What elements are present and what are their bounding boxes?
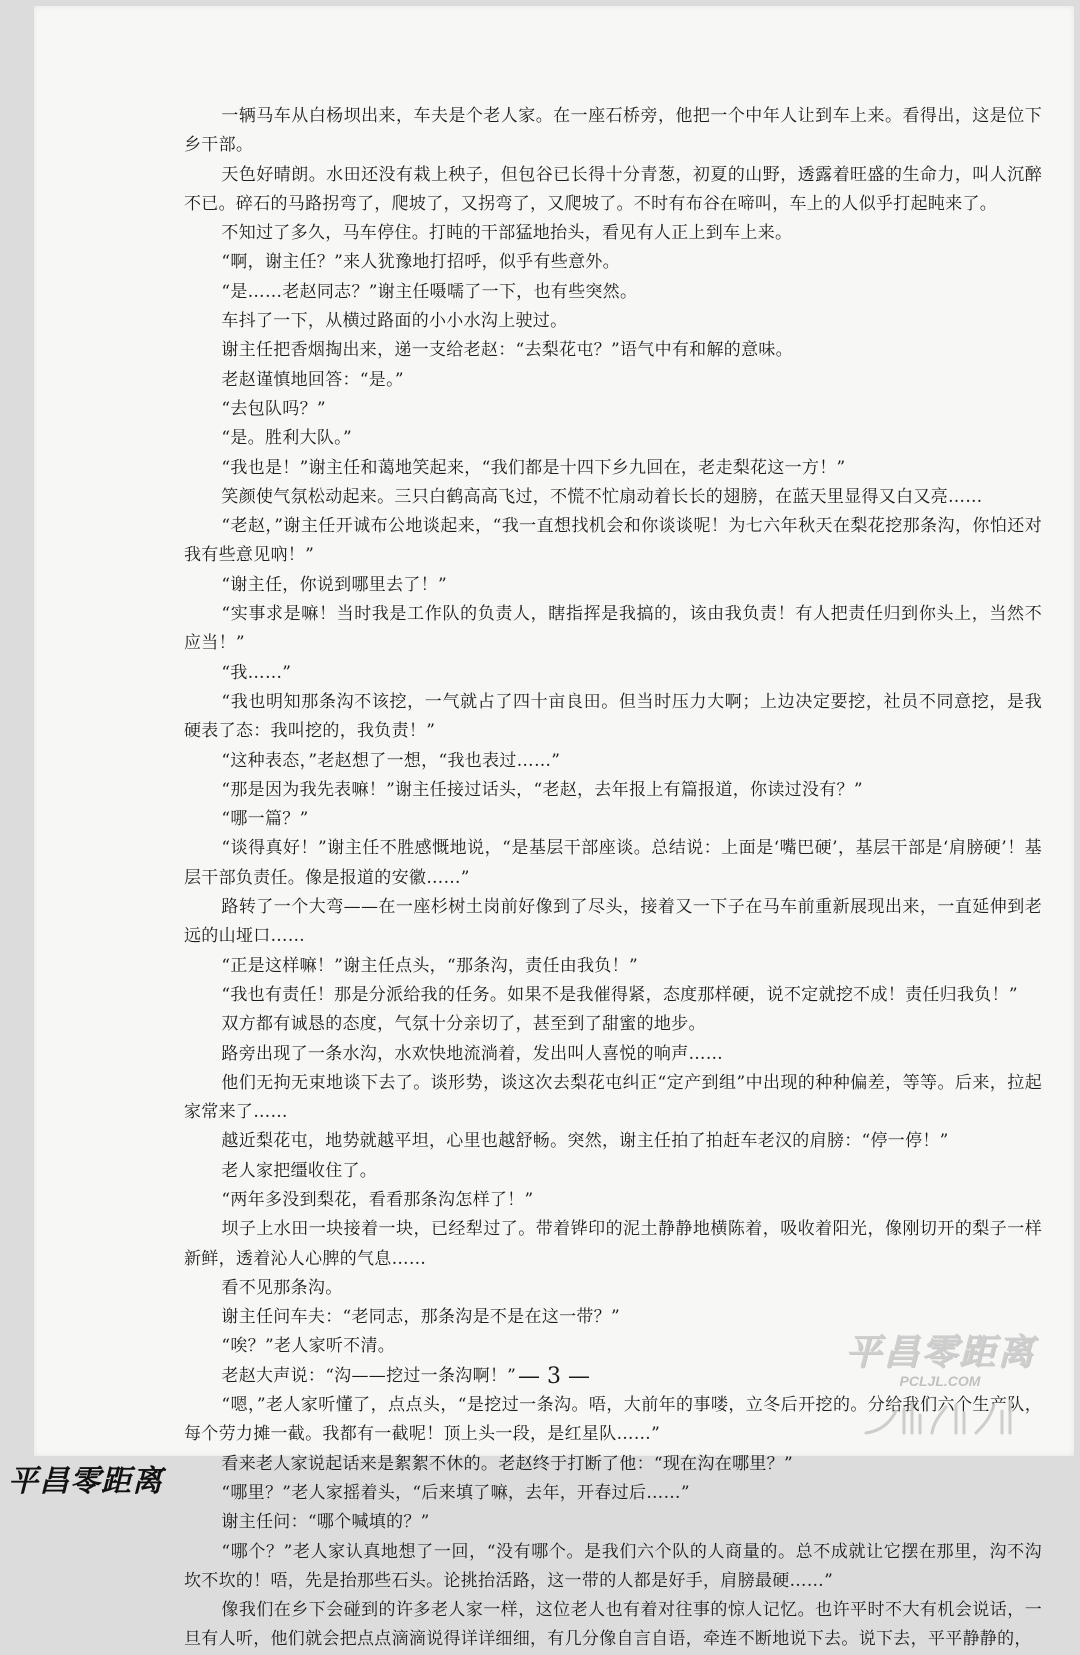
paragraph: “两年多没到梨花，看看那条沟怎样了！” <box>221 1189 534 1210</box>
site-watermark <box>830 1324 1050 1442</box>
paragraph: “这种表态，”老赵想了一想，“我也表过……” <box>221 750 561 771</box>
paragraph: “嗯，”老人家听懂了，点点头，“是挖过一条沟。唔，大前年的事喽，立冬后开挖的。分给我们六个生产队，每个劳力摊一截。我都有一截呢！顶上头一段，是红星队……” <box>184 1395 1042 1445</box>
paragraph: 老赵谨慎地回答：“是。” <box>221 369 404 390</box>
watermark-title: 平昌零距离 <box>844 1331 1035 1372</box>
paragraph: “我也是！”谢主任和蔼地笑起来，“我们都是十四下乡九回在，老走梨花这一方！” <box>221 457 846 478</box>
paragraph: 不知过了多久，马车停住。打盹的干部猛地抬头，看见有人正上到车上来。 <box>221 223 793 244</box>
paragraph: “谢主任，你说到哪里去了！” <box>221 574 447 595</box>
paragraph: 老赵大声说：“沟——挖过一条沟啊！” <box>221 1365 517 1386</box>
paragraph: 双方都有诚恳的态度，气氛十分亲切了，甚至到了甜蜜的地步。 <box>221 1014 706 1035</box>
scanned-page <box>34 6 1074 1650</box>
paragraph: “我也明知那条沟不该挖，一气就占了四十亩良田。但当时压力大啊；上边决定要挖，社员不同意挖，是我硬表了态：我叫挖的，我负责！” <box>184 691 1042 742</box>
paragraph: “啊，谢主任？”来人犹豫地打招呼，似乎有些意外。 <box>221 252 620 273</box>
paragraph: “谈得真好！”谢主任不胜感慨地说，“是基层干部座谈。总结说：上面是‘嘴巴硬’，基层干部是‘肩膀硬’！基层干部负责任。像是报道的安徽……” <box>184 838 1042 888</box>
paragraph: “老赵，”谢主任开诚布公地谈起来，“我一直想找机会和你谈谈呢！为七六年秋天在梨花挖那条沟，你怕还对我有些意见吶！” <box>184 516 1042 566</box>
paragraph: “是……老赵同志？”谢主任嗫嚅了一下，也有些突然。 <box>221 281 638 302</box>
paragraph: “我……” <box>221 662 292 683</box>
paragraph: “我也有责任！那是分派给我的任务。如果不是我催得紧，态度那样硬，说不定就挖不成！责任归我负！” <box>221 984 1018 1005</box>
paragraph: 看来老人家说起话来是絮絮不休的。老赵终于打断了他：“现在沟在哪里？” <box>221 1453 793 1474</box>
paragraph: 老人家把缰收住了。 <box>221 1160 378 1181</box>
watermark-url: PCLJL.COM <box>899 1373 981 1389</box>
paragraph: 坝子上水田一块接着一块，已经犁过了。带着铧印的泥土静静地横陈着，吸收着阳光，像刚切开的梨子一样新鲜，透着沁人心脾的气息…… <box>184 1219 1042 1269</box>
paragraph: 看不见那条沟。 <box>221 1277 343 1298</box>
paragraph: 一辆马车从白杨坝出来，车夫是个老人家。在一座石桥旁，他把一个中年人让到车上来。看得出，这是位下乡干部。 <box>184 106 1042 156</box>
paragraph: “正是这样嘛！”谢主任点头，“那条沟，责任由我负！” <box>221 955 638 976</box>
corner-logo: 平昌零距离 <box>8 1465 163 1498</box>
paragraph: 越近梨花屯，地势就越平坦，心里也越舒畅。突然，谢主任拍了拍赶车老汉的肩膀：“停一停！” <box>221 1131 949 1152</box>
skyline-icon <box>860 1393 1020 1439</box>
paragraph: 谢主任问：“哪个喊填的？” <box>221 1512 430 1533</box>
paragraph: “哪里？”老人家摇着头，“后来填了嘛，去年，开春过后……” <box>221 1482 690 1503</box>
paragraph: 像我们在乡下会碰到的许多老人家一样，这位老人也有着对往事的惊人记忆。也许平时不大有机会说话，一旦有人听，他们就会把点点滴滴说得详详细细，有几分像自言自语，牵连不断地说下去。说下去，平平静静的， <box>184 1600 1042 1650</box>
paragraph: 路旁出现了一条水沟，水欢快地流淌着，发出叫人喜悦的响声…… <box>221 1043 724 1064</box>
paragraph: “实事求是嘛！当时我是工作队的负责人，瞎指挥是我搞的，该由我负责！有人把责任归到你头上，当然不应当！” <box>184 604 1042 654</box>
paragraph: “去包队吗？” <box>221 398 326 419</box>
paragraph: 谢主任问车夫：“老同志，那条沟是不是在这一带？” <box>221 1307 620 1328</box>
paragraph: “哪个？”老人家认真地想了一回，“没有哪个。是我们六个队的人商量的。总不成就让它摆在那里，沟不沟坎不坎的！唔，先是抬那些石头。论挑抬活路，这一带的人都是好手，肩膀最硬……” <box>184 1541 1042 1591</box>
paragraph: 他们无拘无束地谈下去了。谈形势，谈这次去梨花屯纠正“定产到组”中出现的种种偏差，等等。后来，拉起家常来了…… <box>184 1072 1042 1123</box>
page-number: — 3 — <box>518 1364 590 1389</box>
paragraph: “哪一篇？” <box>221 809 309 830</box>
paragraph: “那是因为我先表嘛！”谢主任接过话头，“老赵，去年报上有篇报道，你读过没有？” <box>221 779 863 800</box>
paragraph: 天色好晴朗。水田还没有栽上秧子，但包谷已长得十分青葱，初夏的山野，透露着旺盛的生命力，叫人沉醉不已。碎石的马路拐弯了，爬坡了，又拐弯了，又爬坡了。不时有布谷在啼叫，车上的人似乎打起盹来了。 <box>184 164 1042 214</box>
paragraph: “唉？”老人家听不清。 <box>221 1336 396 1357</box>
paragraph: 路转了一个大弯——在一座杉树土岗前好像到了尽头，接着又一下子在马车前重新展现出来，一直延伸到老远的山垭口…… <box>184 897 1042 947</box>
paragraph: 笑颜使气氛松动起来。三只白鹤高高飞过，不慌不忙扇动着长长的翅膀，在蓝天里显得又白又亮…… <box>221 486 983 507</box>
paragraph: 谢主任把香烟掏出来，递一支给老赵：“去梨花屯？”语气中有和解的意味。 <box>221 340 793 361</box>
paragraph: 车抖了一下，从横过路面的小小水沟上驶过。 <box>221 311 568 332</box>
paragraph: “是。胜利大队。” <box>221 428 352 449</box>
